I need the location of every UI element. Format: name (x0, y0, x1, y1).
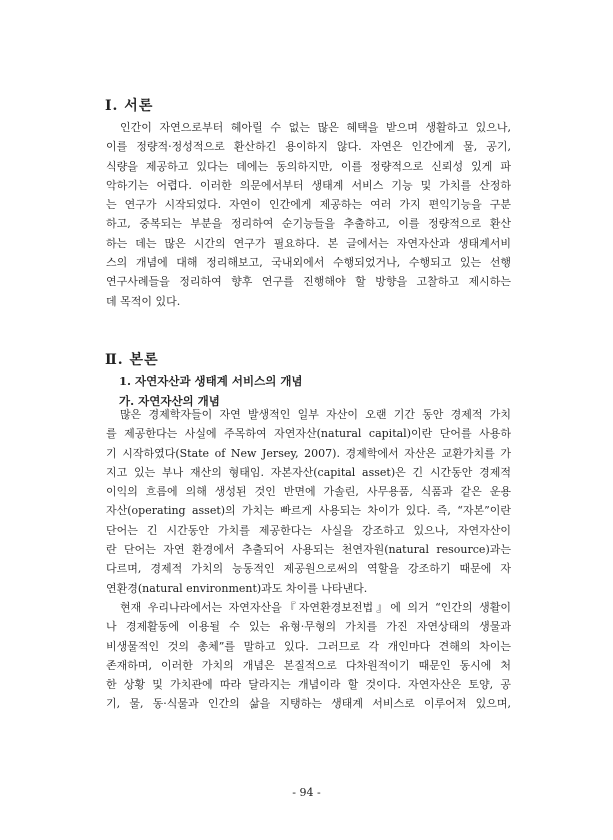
text-line: 비생물적인 것의 총체”를 말하고 있다. 그러므로 각 개인마다 견해의 차이는 (106, 639, 511, 653)
text-line: 식량을 제공하고 있다는 데에는 동의하지만, 이를 정량적으로 신뢰성 있게 파 (106, 159, 511, 173)
subsection-heading: 1. 자연자산과 생태계 서비스의 개념 (119, 374, 303, 388)
natural-capital-paragraph (106, 405, 511, 598)
text-line: 하는 데는 많은 시간의 연구가 필요하다. 본 글에서는 자연자산과 생태계서비 (106, 236, 511, 250)
text-line: 많은 경제학자들이 자연 발생적인 일부 자산이 오랜 기간 동안 경제적 가치 (120, 408, 511, 421)
text-line: 지고 있는 부나 재산의 형태임. 자본자산(capital asset)은 긴 시간동안 경제적 (106, 465, 511, 479)
text-line: 기, 물, 동·식물과 인간의 삶을 지탱하는 생태계 서비스로 이루어져 있으며, (106, 697, 511, 711)
text-line: 데 목적이 있다. (106, 294, 181, 308)
text-line: 이익의 흐름에 의해 생성된 것인 반면에 가솔린, 사무용품, 식품과 같은 운용 (106, 485, 511, 499)
legal-definition-paragraph (106, 598, 511, 714)
section2-heading: Ⅱ. 본론 (105, 352, 159, 368)
text-line: 를 제공한다는 사실에 주목하여 자연자산(natural capital)이란 단어를 사용하 (106, 427, 511, 441)
text-line: 인간이 자연으로부터 헤아릴 수 없는 많은 혜택을 받으며 생활하고 있으나, (120, 121, 511, 134)
text-line: 악하기는 어렵다. 이러한 의문에서부터 생태계 서비스 기능 및 가치를 산정하 (106, 178, 511, 192)
text-line: 는 연구가 시작되었다. 자연이 인간에게 제공하는 여러 가지 편익기능을 구분 (106, 198, 511, 212)
text-line: 하고, 중복되는 부분을 정리하여 순기능들을 추출하고, 이를 정량적으로 환산 (106, 217, 511, 231)
text-line: 란 단어는 자연 환경에서 추출되어 사용되는 천연자원(natural resource)과는 (106, 543, 511, 557)
text-line: 연구사례들을 정리하여 향후 연구를 진행해야 할 방향을 고찰하고 제시하는 (106, 275, 511, 289)
text-line: 다르며, 경제적 가치의 능동적인 제공원으로써의 역할을 강조하기 때문에 자 (106, 562, 511, 576)
text-line: 스의 개념에 대해 정리해보고, 국내외에서 수행되었거나, 수행되고 있는 선행 (106, 256, 511, 270)
text-line: 단어는 긴 시간동안 가치를 제공한다는 사실을 강조하고 있으나, 자연자산이 (106, 523, 511, 537)
subsubsection-heading: 가. 자연자산의 개념 (119, 394, 220, 408)
section1-heading: Ⅰ. 서론 (105, 98, 154, 114)
text-line: 한 상황 및 가치관에 따라 달라지는 개념이라 할 것이다. 자연자산은 토양, 공 (106, 678, 511, 692)
text-line: 연환경(natural environment)과도 차이를 나타낸다. (106, 581, 368, 595)
text-line: 기 시작하였다(State of New Jersey, 2007). 경제학에서 자산은 교환가치를 가 (106, 446, 511, 460)
text-line: 자산(operating asset)의 가치는 빠르게 사용되는 차이가 있다. 즉, “자본”이란 (106, 504, 511, 518)
text-line: 나 경제활동에 이용될 수 있는 유형·무형의 가치를 가진 자연상태의 생물과 (106, 620, 511, 634)
text-line: 현재 우리나라에서는 자연자산을『자연환경보전법』에 의거 “인간의 생활이 (120, 601, 511, 614)
text-line: 이를 정량적·정성적으로 환산하긴 용이하지 않다. 자연은 인간에게 물, 공기, (106, 140, 511, 154)
text-line: 존재하며, 이러한 가치의 개념은 본질적으로 다차원적이기 때문인 동시에 처 (106, 658, 511, 672)
page-number: - 94 - (292, 786, 321, 799)
section1-paragraph (106, 118, 511, 311)
